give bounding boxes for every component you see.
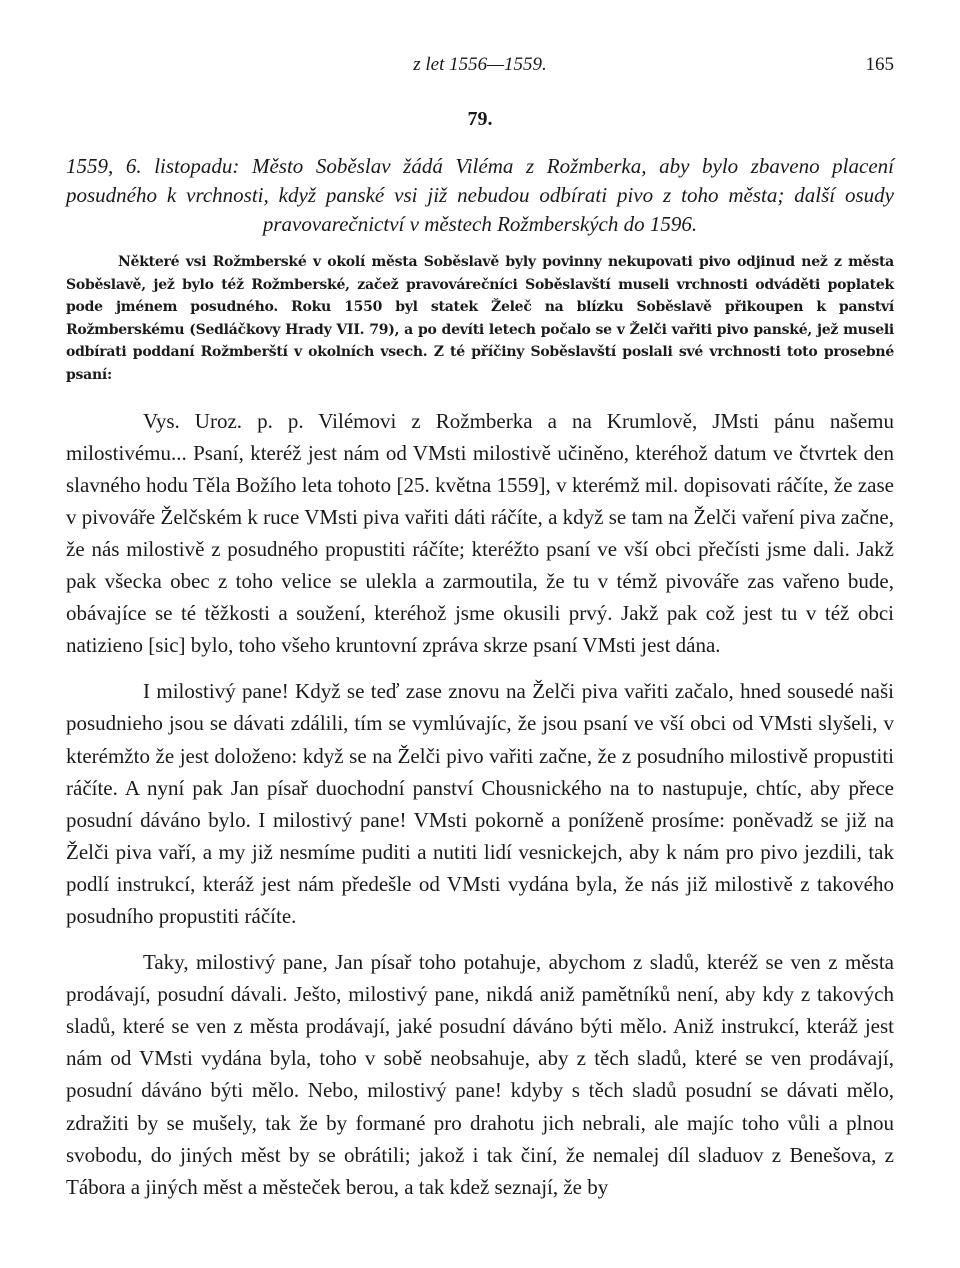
- document-heading: 1559, 6. listopadu: Město Soběslav žádá Viléma z Rožmberka, aby bylo zbaveno placení posudného k vrchnosti, když panské vsi již nebudou odbírati pivo z toho města; další osudy pravovarečnictví v městech Rožmberských do 1596.: [66, 154, 894, 236]
- running-head-title: z let 1556—1559.: [413, 54, 547, 75]
- page-number: 165: [865, 54, 894, 75]
- editorial-introduction: Některé vsi Rožmberské v okolí města Soběslavě byly povinny nekupovati pivo odjinud než z města Soběslavě, jež bylo též Rožmberské, začež pravovárečníci Soběslavští museli vrchnosti odváděti poplatek pode jménem posudného. Roku 1550 byl statek Želeč na blízku Soběslavě přikoupen k panství Rožmberskému (Sedláčkovy Hrady VII. 79), a po devíti letech počalo se v Želči vařiti pivo panské, jež museli odbírati poddaní Rožmberští v okolních vsech. Z té příčiny Soběslavští poslali své vrchnosti toto prosebné psaní:: [66, 254, 894, 383]
- letter-paragraph-1: Vys. Uroz. p. p. Vilémovi z Rožmberka a na Krumlově, JMsti pánu našemu milostivému... Psaní, kteréž jest nám od VMsti milostivě učiněno, kteréhož datum ve čtvrtek den slavného hodu Těla Božího leta tohoto [25. května 1559], v kterémž mil. dopisovati ráčíte, že zase v pivováře Želčském k ruce VMsti piva vařiti dáti ráčíte, a když se tam na Želči vaření piva začne, že nás milostivě z posudného propustiti ráčíte; kteréžto psaní ve vší obci přečísti jsme dali. Jakž pak všecka obec z toho velice se ulekla a zarmoutila, že tu v témž pivováře zas vařeno bude, obávajíce se té těžkosti a soužení, kteréhož jsme okusili prvý. Jakž pak což jest tu v též obci natizieno [sic] bylo, toho všeho kruntovní zpráva skrze psaní VMsti jest dána.: [66, 408, 894, 658]
- letter-paragraph-3: Taky, milostivý pane, Jan písař toho potahuje, abychom z sladů, kteréž se ven z města prodávají, posudní dávali. Ješto, milostivý pane, nikdá aniž pamětníků není, aby kdy z takových sladů, které se ven z města prodávají, jaké posudní dáváno býti mělo. Aniž instrukcí, kteráž jest nám od VMsti vydána byla, toho v sobě neobsahuje, aby z těch sladů, které se ven prodávají, posudní dáváno býti mělo. Nebo, milostivý pane! kdyby s těch sladů posudní se dávati mělo, zdražiti by se mušely, tak že by formané pro drahotu jich nebrali, ale majíc toho vůli a plnou svobodu, do jiných měst by se obrátili; jakož i tak činí, že nemalej díl sladuov z Benešova, z Tábora a jiných měst a městeček berou, a tak kdež seznají, že by: [66, 950, 894, 1199]
- letter-paragraph-2: I milostivý pane! Když se teď zase znovu na Želči piva vařiti začalo, hned sousedé naši posudnieho jsou se dávati zdálili, tím se vymlúvajíc, že jsou psaní ve vší obci od VMsti slyšeli, v kterémžto že jest doloženo: když se na Želči pivo vařiti začne, že z posudního milostivě propustiti ráčíte. A nyní pak Jan písař duochodní panství Chousnického na to nastupuje, chtíc, aby přece posudní dáváno bylo. I milostivý pane! VMsti pokorně a poníženě prosíme: poněvadž se již na Želči piva vaří, a my již nesmíme puditi a nutiti lidí vesnickejch, aby k nám pro pivo jezdili, tak podlí instrukcí, kteráž jest nám předešle od VMsti vydána byla, že nás již milostivě z takového posudního propustiti ráčíte.: [66, 679, 894, 928]
- running-head: [66, 52, 894, 82]
- document-page: [66, 52, 894, 1203]
- document-number: 79.: [467, 108, 493, 130]
